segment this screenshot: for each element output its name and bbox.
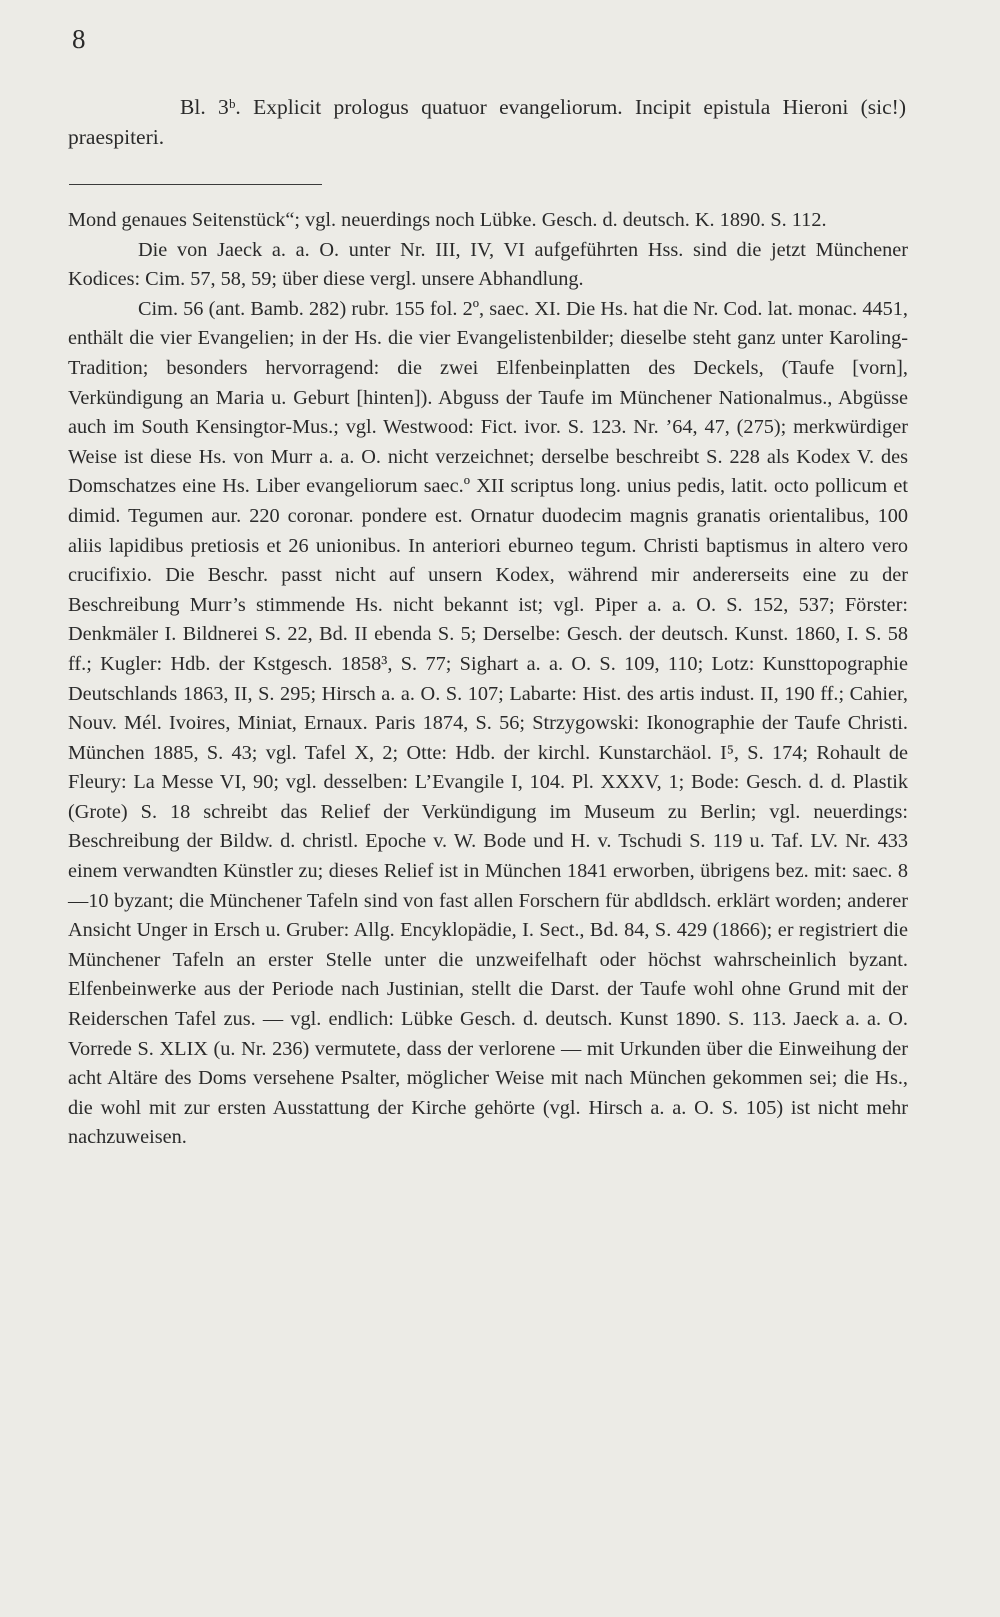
- footnote-separator-rule: [69, 184, 322, 185]
- footnote-paragraph: Mond genaues Seitenstück“; vgl. neuerdings noch Lübke. Gesch. d. deutsch. K. 1890. S. 112.: [68, 209, 827, 231]
- heading-paragraph: Bl. 3ᵇ. Explicit prologus quatuor evangeliorum. Incipit epistula Hieroni (sic!) praespiteri.: [68, 95, 906, 149]
- footnote-paragraph: Die von Jaeck a. a. O. unter Nr. III, IV, VI aufgeführten Hss. sind die jetzt Münchener Kodices: Cim. 57, 58, 59; über diese vergl. unsere Abhandlung.: [68, 238, 908, 291]
- footnotes: [68, 206, 908, 1153]
- footnote-paragraph: Cim. 56 (ant. Bamb. 282) rubr. 155 fol. 2º, saec. XI. Die Hs. hat die Nr. Cod. lat. monac. 4451, enthält die vier Evangelien; in der Hs. die vier Evangelistenbilder; dieselbe steht ganz unter Karoling-Tradition; besonders hervorragend: die zwei Elfenbeinplatten des Deckels, (Taufe [vorn], Verkündigung an Maria u. Geburt [hinten]). Abguss der Taufe im Münchener Nationalmus., Abgüsse auch im South Kensingtor-Mus.; vgl. Westwood: Fict. ivor. S. 123. Nr. ’64, 47, (275); merkwürdiger Weise ist diese Hs. von Murr a. a. O. nicht verzeichnet; derselbe beschreibt S. 228 als Kodex V. des Domschatzes eine Hs. Liber evangeliorum saec.º XII scriptus long. unius pedis, latit. octo pollicum et dimid. Tegumen aur. 220 coronar. pondere est. Ornatur duodecim magnis granatis orientalibus, 100 aliis lapidibus pretiosis et 26 unionibus. In anteriori eburneo tegum. Christi baptismus in altero vero crucifixio. Die Beschr. passt nicht auf unsern Kodex, während mir andererseits eine zu der Beschreibung Murr’s stimmende Hs. nicht bekannt ist; vgl. Piper a. a. O. S. 152, 537; Förster: Denkmäler I. Bildnerei S. 22, Bd. II ebenda S. 5; Derselbe: Gesch. der deutsch. Kunst. 1860, I. S. 58 ff.; Kugler: Hdb. der Kstgesch. 1858³, S. 77; Sighart a. a. O. S. 109, 110; Lotz: Kunsttopographie Deutschlands 1863, II, S. 295; Hirsch a. a. O. S. 107; Labarte: Hist. des artis indust. II, 190 ff.; Cahier, Nouv. Mél. Ivoires, Miniat, Ernaux. Paris 1874, S. 56; Strzygowski: Ikonographie der Taufe Christi. München 1885, S. 43; vgl. Tafel X, 2; Otte: Hdb. der kirchl. Kunstarchäol. I⁵, S. 174; Rohault de Fleury: La Messe VI, 90; vgl. desselben: L’Evangile I, 104. Pl. XXXV, 1; Bode: Gesch. d. d. Plastik (Grote) S. 18 schreibt das Relief der Verkündigung im Museum zu Berlin; vgl. neuerdings: Beschreibung der Bildw. d. christl. Epoche v. W. Bode und H. v. Tschudi S. 119 u. Taf. LV. Nr. 433 einem verwandten Künstler zu; dieses Relief ist in München 1841 erworben, übrigens bez. mit: saec. 8—10 byzant; die Münchener Tafeln sind von fast allen Forschern für abdldsch. erklärt worden; anderer Ansicht Unger in Ersch u. Gruber: Allg. Encyklopädie, I. Sect., Bd. 84, S. 429 (1866); er registriert die Münchener Tafeln an erster Stelle unter die unzweifelhaft oder höchst wahrscheinlich byzant. Elfenbeinwerke aus der Periode nach Justinian, stellt die Darst. der Taufe wohl ohne Grund mit der Reiderschen Tafel zus. — vgl. endlich: Lübke Gesch. d. deutsch. Kunst 1890. S. 113. Jaeck a. a. O. Vorrede S. XLIX (u. Nr. 236) vermutete, dass der verlorene — mit Urkunden über die Einweihung der acht Altäre des Doms versehene Psalter, möglicher Weise mit nach München gekommen sei; die Hs., die wohl mit zur ersten Ausstattung der Kirche gehörte (vgl. Hirsch a. a. O. S. 105) ist nicht mehr nachzuweisen.: [68, 297, 908, 1149]
- page-number: 8: [72, 24, 86, 54]
- main-text: [68, 92, 906, 152]
